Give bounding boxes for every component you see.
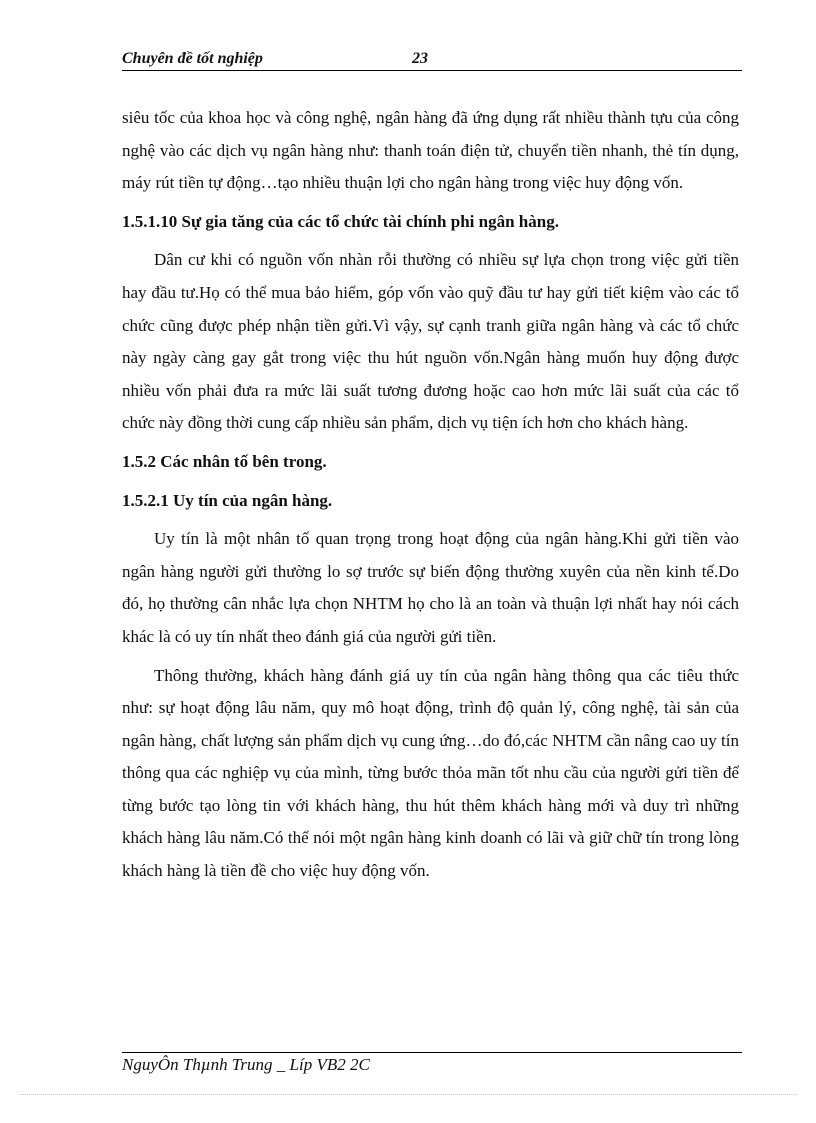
paragraph-continuation: siêu tốc của khoa học và công nghệ, ngân hàng đã ứng dụng rất nhiều thành tựu của công nghệ vào các dịch vụ ngân hàng như: thanh toán điện tử, chuyển tiền nhanh, thẻ tín dụng, máy rút tiền tự động…tạo nhiều thuận lợi cho ngân hàng trong việc huy động vốn.	[122, 108, 739, 193]
document-title: Chuyên đề tốt nghiệp	[122, 50, 263, 67]
section-heading-1-5-2-1: 1.5.2.1 Uy tín của ngân hàng.	[122, 490, 333, 510]
page-edge	[20, 1094, 796, 1095]
page-number: 23	[412, 50, 428, 67]
header-rule	[122, 70, 742, 71]
section-heading-1-5-2: 1.5.2 Các nhân tố bên trong.	[122, 451, 327, 471]
section-heading-1-5-1-10: 1.5.1.10 Sự gia tăng của các tổ chức tài chính phi ngân hàng.	[122, 211, 559, 231]
page-header	[122, 50, 742, 70]
paragraph-non-bank-institutions: Dân cư khi có nguồn vốn nhàn rỗi thường có nhiều sự lựa chọn trong việc gửi tiền hay đầu tư.Họ có thể mua bảo hiểm, góp vốn vào quỹ đầu tư hay gửi tiết kiệm vào các tổ chức cũng được phép nhận tiền gửi.Vì vậy, sự cạnh tranh giữa ngân hàng và các tổ chức này ngày càng gay gắt trong việc thu hút nguồn vốn.Ngân hàng muốn huy động được nhiều vốn phải đưa ra mức lãi suất tương đương hoặc cao hơn mức lãi suất của các tổ chức này đồng thời cung cấp nhiều sản phẩm, dịch vụ tiện ích hơn cho khách hàng.	[122, 250, 739, 433]
page-footer: NguyÔn Thµnh Trung _ Líp VB2 2C	[122, 1055, 370, 1074]
page-body	[122, 102, 739, 888]
footer-rule	[122, 1052, 742, 1053]
paragraph-reputation-criteria: Thông thường, khách hàng đánh giá uy tín của ngân hàng thông qua các tiêu thức như: sự hoạt động lâu năm, quy mô hoạt động, trình độ quản lý, công nghệ, tài sản của ngân hàng, chất lượng sản phẩm dịch vụ cung ứng…do đó,các NHTM cần nâng cao uy tín thông qua các nghiệp vụ của mình, từng bước thỏa mãn tốt nhu cầu của người gửi tiền để từng bước tạo lòng tin với khách hàng, thu hút thêm khách hàng mới và duy trì những khách hàng lâu năm.Có thể nói một ngân hàng kinh doanh có lãi và giữ chữ tín trong lòng khách hàng là tiền đề cho việc huy động vốn.	[122, 665, 739, 881]
paragraph-bank-reputation: Uy tín là một nhân tố quan trọng trong hoạt động của ngân hàng.Khi gửi tiền vào ngân hàng người gửi thường lo sợ trước sự biến động thường xuyên của nền kinh tế.Do đó, họ thường cân nhắc lựa chọn NHTM họ cho là an toàn và thuận lợi nhất hay nói cách khác là có uy tín nhất theo đánh giá của người gửi tiền.	[122, 529, 739, 646]
